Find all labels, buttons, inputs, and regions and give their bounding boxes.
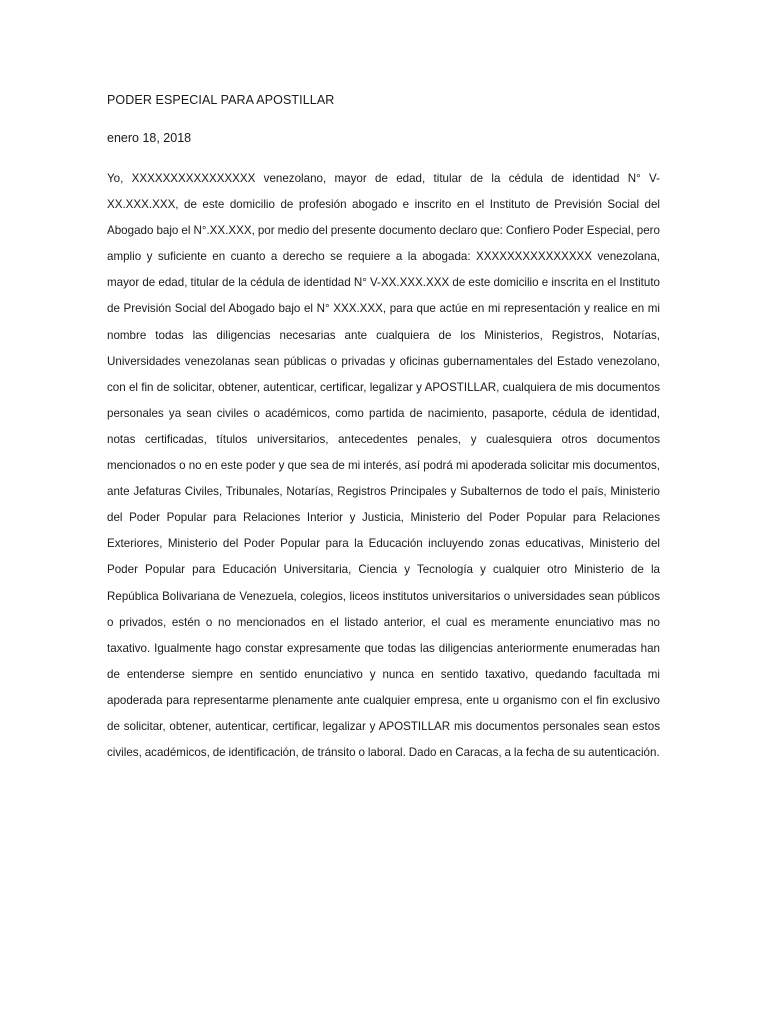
document-date: enero 18, 2018 [107, 131, 192, 145]
document-title: PODER ESPECIAL PARA APOSTILLAR [107, 93, 335, 107]
document-body-paragraph: Yo, XXXXXXXXXXXXXXXX venezolano, mayor de edad, titular de la cédula de identidad N° V-XX.XXX.XXX, de este domicilio de profesión abogado e inscrito en el Instituto de Previsión Social del Abogado bajo el N°.XX.XXX, por medio del presente documento declaro que: Confiero Poder Especial, pero amplio y suficiente en cuanto a derecho se requiere a la abogada: XXXXXXXXXXXXXXX venezolana, mayor de edad, titular de la cédula de identidad N° V-XX.XXX.XXX de este domicilio e inscrita en el Instituto de Previsión Social del Abogado bajo el N° XXX.XXX, para que actúe en mi representación y realice en mi nombre todas las diligencias necesarias ante cualquiera de los Ministerios, Registros, Notarías, Universidades venezolanas sean públicas o privadas y oficinas gubernamentales del Estado venezolano, con el fin de solicitar, obtener, autenticar, certificar, legalizar y APOSTILLAR, cualquiera de mis documentos personales ya sean civiles o académicos, como partida de nacimiento, pasaporte, cédula de identidad, notas certificadas, títulos universitarios, antecedentes penales, y cualesquiera otros documentos mencionados o no en este poder y que sea de mi interés, así podrá mi apoderada solicitar mis documentos, ante Jefaturas Civiles, Tribunales, Notarías, Registros Principales y Subalternos de todo el país, Ministerio del Poder Popular para Relaciones Interior y Justicia, Ministerio del Poder Popular para Relaciones Exteriores, Ministerio del Poder Popular para la Educación incluyendo zonas educativas, Ministerio del Poder Popular para Educación Universitaria, Ciencia y Tecnología y cualquier otro Ministerio de la República Bolivariana de Venezuela, colegios, liceos institutos universitarios o universidades sean públicos o privados, estén o no mencionados en el listado anterior, el cual es meramente enunciativo mas no taxativo. Igualmente hago constar expresamente que todas las diligencias anteriormente enumeradas han de entenderse siempre en sentido enunciativo y nunca en sentido taxativo, quedando facultada mi apoderada para representarme plenamente ante cualquier empresa, ente u organismo con el fin exclusivo de solicitar, obtener, autenticar, certificar, legalizar y APOSTILLAR mis documentos personales sean estos civiles, académicos, de identificación, de tránsito o laboral. Dado en Caracas, a la fecha de su autenticación. [107, 172, 660, 760]
